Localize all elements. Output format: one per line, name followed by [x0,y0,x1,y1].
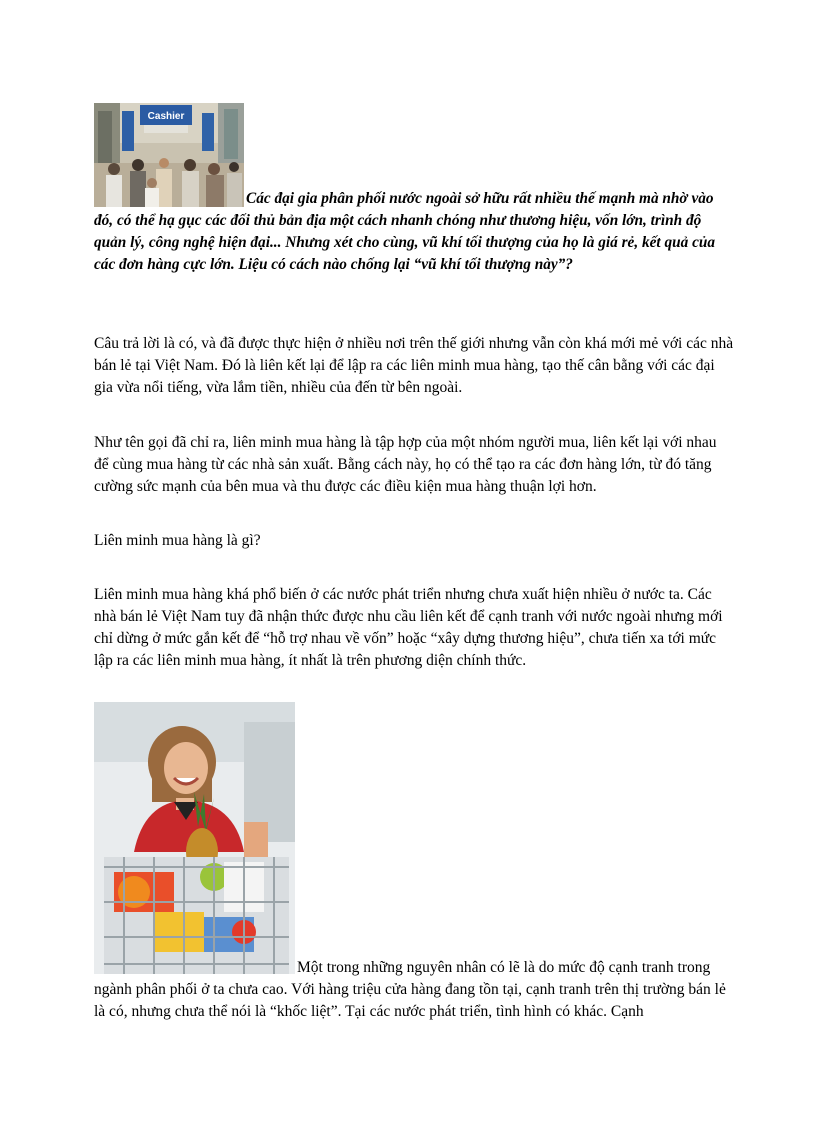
paragraph-1: Câu trả lời là có, và đã được thực hiện ở nhiều nơi trên thế giới nhưng vẫn còn khá mới mẻ với các nhà bán lẻ tại Việt Nam. Đó là liên kết lại để lập ra các liên minh mua hàng, tạo thế cân bằng với các đại gia vừa nổi tiếng, vừa lắm tiền, nhiều của đến từ bên ngoài. [94,335,734,396]
lead-paragraph [94,188,734,276]
paragraph-2: Như tên gọi đã chỉ ra, liên minh mua hàng là tập hợp của một nhóm người mua, liên kết lại với nhau để cùng mua hàng từ các nhà sản xuất. Bằng cách này, họ có thể tạo ra các đơn hàng lớn, từ đó tăng cường sức mạnh của bên mua và thu được các điều kiện mua hàng thuận lợi hơn. [94,434,717,495]
section-heading: Liên minh mua hàng là gì? [94,532,261,549]
paragraph-3: Liên minh mua hàng khá phổ biến ở các nước phát triển nhưng chưa xuất hiện nhiều ở nước ta. Các nhà bán lẻ Việt Nam tuy đã nhận thức được nhu cầu liên kết để cạnh tranh với nước ngoài nhưng mới chỉ dừng ở mức gắn kết để “hỗ trợ nhau về vốn” hoặc “xây dựng thương hiệu”, chưa tiến xa tới mức lập ra các liên minh mua hàng, ít nhất là trên phương diện chính thức. [94,586,723,669]
image-inline-spacer [94,202,246,203]
paragraph-4-text: Một trong những nguyên nhân có lẽ là do mức độ cạnh tranh trong ngành phân phối ở ta chưa cao. Với hàng triệu cửa hàng đang tồn tại, cạnh tranh trên thị trường bán lẻ là có, nhưng chưa thể nói là “khốc liệt”. Tại các nước phát triển, tình hình có khác. Cạnh [94,959,726,1020]
lead-paragraph-text: Các đại gia phân phối nước ngoài sở hữu rất nhiều thế mạnh mà nhờ vào đó, có thể hạ gục các đối thủ bản địa một cách nhanh chóng như thương hiệu, vốn lớn, trình độ quản lý, công nghệ hiện đại... Nhưng xét cho cùng, vũ khí tối thượng của họ là giá rẻ, kết quả của các đơn hàng cực lớn. Liệu có cách nào chống lại “vũ khí tối thượng này”? [94,190,716,273]
shopper-cart-photo [94,702,295,974]
cashier-sign-text: Cashier [147,111,185,122]
image-inline-spacer [94,971,297,972]
paragraph-4 [94,957,734,1023]
